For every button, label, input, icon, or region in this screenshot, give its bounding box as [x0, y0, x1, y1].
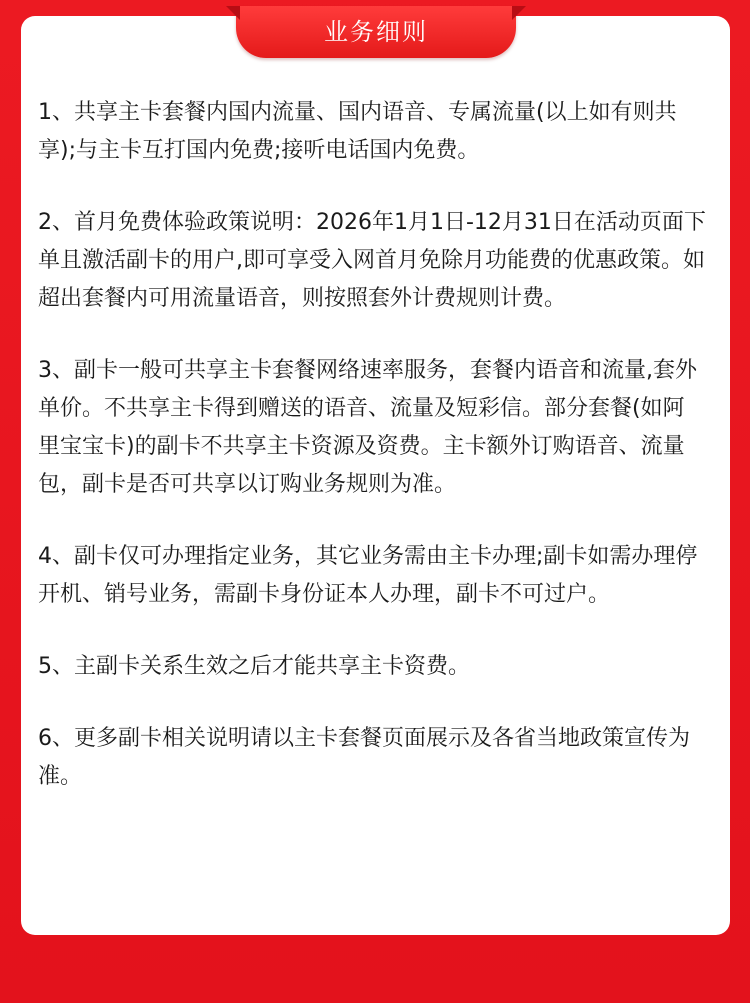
rules-card [21, 16, 730, 935]
rule-item-5: 5、主副卡关系生效之后才能共享主卡资费。 [38, 654, 470, 679]
rule-item-6: 6、更多副卡相关说明请以主卡套餐页面展示及各省当地政策宣传为准。 [38, 726, 690, 789]
page-title: 业务细则 [324, 17, 428, 46]
rule-item-4: 4、副卡仅可办理指定业务，其它业务需由主卡办理;副卡如需办理停开机、销号业务，需副卡身份证本人办理，副卡不可过户。 [38, 544, 698, 607]
rule-item-1: 1、共享主卡套餐内国内流量、国内语音、专属流量(以上如有则共享);与主卡互打国内免费;接听电话国内免费。 [38, 100, 677, 163]
rule-item-3: 3、副卡一般可共享主卡套餐网络速率服务，套餐内语音和流量,套外单价。不共享主卡得到赠送的语音、流量及短彩信。部分套餐(如阿里宝宝卡)的副卡不共享主卡资源及资费。主卡额外订购语音、流量包，副卡是否可共享以订购业务规则为准。 [38, 358, 697, 497]
rule-item-2: 2、首月免费体验政策说明：2026年1月1日-12月31日在活动页面下单且激活副卡的用户,即可享受入网首月免除月功能费的优惠政策。如超出套餐内可用流量语音，则按照套外计费规则计费。 [38, 210, 706, 311]
title-tab [236, 6, 516, 58]
